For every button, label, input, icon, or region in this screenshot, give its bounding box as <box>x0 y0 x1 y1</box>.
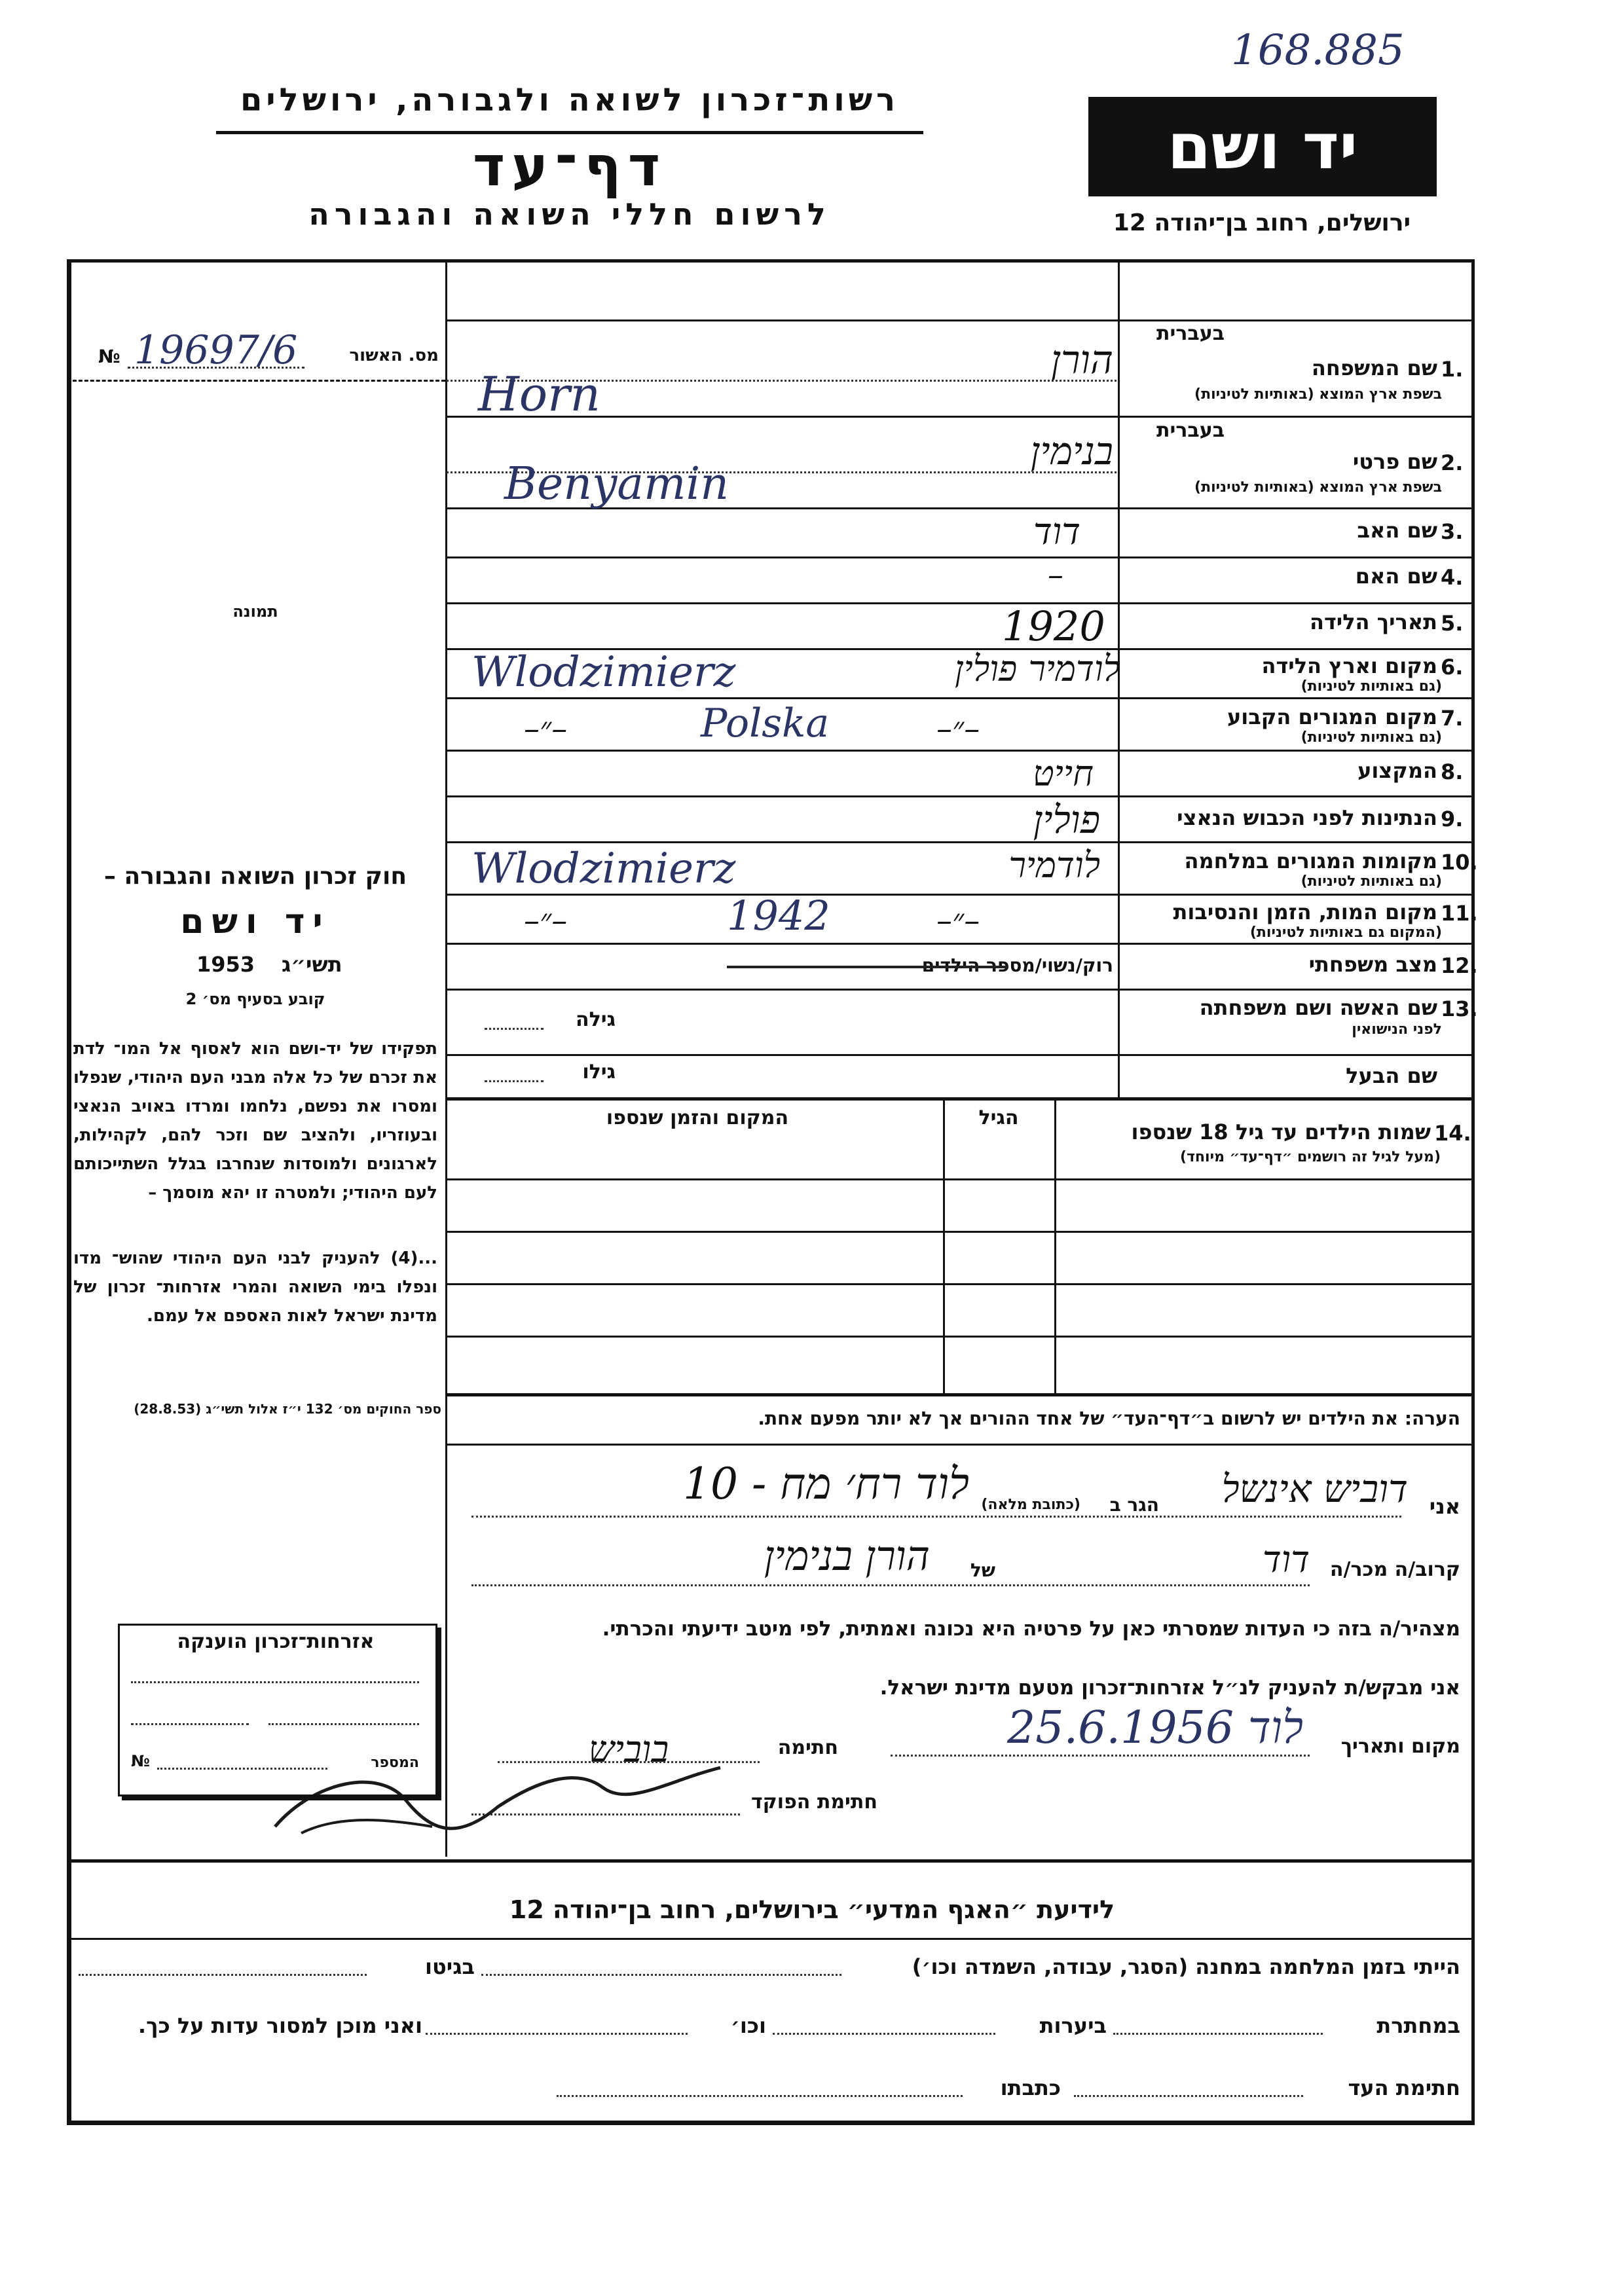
footer-line3-address-fill <box>557 2095 963 2097</box>
row4-bottom <box>445 602 1473 604</box>
decl-of-label: של <box>970 1559 995 1581</box>
f8-value: חייט <box>1033 753 1094 794</box>
f6-value-hebrew: לודמיר פולין <box>954 648 1120 689</box>
f7-value-a: –״– <box>524 710 568 747</box>
law-title: חוק זכרון השואה והגבורה – <box>103 863 407 890</box>
decl-address-line <box>471 1516 1401 1518</box>
decl-statement: מצהיר/ה בזה כי העדות שמסרתי כאן על פרטיה היא נכונה ואמתית, לפי מיטב ידיעתי והכרתי. <box>602 1617 1460 1641</box>
f1-value-hebrew: הורן <box>1050 337 1113 383</box>
f5-value: 1920 <box>1002 602 1105 650</box>
law-year: 1953 <box>196 952 255 977</box>
f3-number: 3. <box>1441 519 1464 544</box>
footer-divider <box>67 1859 1475 1863</box>
f12-strike <box>727 966 1008 968</box>
decl-place-date-label: מקום ותאריך <box>1340 1735 1460 1758</box>
citizenship-no-mark: № <box>131 1752 150 1770</box>
approval-number: 19697/6 <box>134 327 298 373</box>
children-sublabel: (מעל לגיל זה רושמים ״דף־עד״ מיוחד) <box>1179 1149 1441 1165</box>
footer-line3-address: כתבתו <box>1000 2075 1061 2100</box>
f13-age-label: גילה <box>576 1008 616 1031</box>
footer-line2-forests: ביערות <box>1039 2013 1107 2038</box>
archive-number: 168.885 <box>1231 26 1405 75</box>
f12-label: מצב משפחתי <box>1308 952 1437 977</box>
f1-value-latin: Horn <box>478 367 600 422</box>
row3-bottom <box>445 556 1473 558</box>
f11-sublabel: (המקום גם באותיות לטיניות) <box>1249 924 1442 941</box>
footer-title: לידיעת ״האגף המדעי״ בירושלים, רחוב בן־יהודה 12 <box>509 1895 1115 1924</box>
f13-sublabel: לפני הנישואין <box>1352 1021 1442 1038</box>
decl-of-name: הורן בנימין <box>764 1532 930 1580</box>
f5-number: 5. <box>1441 611 1464 636</box>
f6-label: מקום וארץ הלידה <box>1261 653 1437 678</box>
children-age-right <box>1054 1097 1056 1395</box>
children-age-header: הגיל <box>978 1106 1019 1129</box>
form-title: דף־עד <box>472 134 667 198</box>
f13-label: שם האשה ושם משפחתה <box>1199 995 1437 1020</box>
f1-label: שם המשפחה <box>1311 355 1437 380</box>
husband-age-label: גילו <box>582 1061 616 1084</box>
footer-line2-underground-fill <box>1113 2033 1323 2035</box>
decl-name: דוביש אינשל <box>1221 1467 1408 1511</box>
approval-line <box>128 367 304 369</box>
f2-label: שם פרטי <box>1352 449 1437 474</box>
f11-value-b: 1942 <box>727 892 830 939</box>
footer-line1-ghetto-fill <box>79 1974 367 1976</box>
footer-line1-camp-fill <box>481 1974 841 1976</box>
f3-value: דוד <box>1033 511 1080 553</box>
f8-number: 8. <box>1441 759 1464 784</box>
f11-value-a: –״– <box>524 902 568 939</box>
f11-label: מקום המות, הזמן והנסיבות <box>1173 900 1437 924</box>
approval-no-mark: № <box>98 346 120 367</box>
f10-value-latin: Wlodzimierz <box>471 845 736 893</box>
f1-hebrew-tag: בעברית <box>1156 322 1225 345</box>
citizenship-number-label: המספר <box>371 1755 419 1771</box>
f4-label: שם האם <box>1355 564 1437 589</box>
children-row3 <box>445 1283 1473 1285</box>
f7-value-b: Polska <box>701 701 830 746</box>
decl-of-line <box>471 1584 1310 1586</box>
f7-value-c: –״– <box>936 710 980 747</box>
footer-line2-etc-fill <box>426 2033 688 2035</box>
row11-bottom <box>445 943 1473 945</box>
row6-bottom <box>445 697 1473 699</box>
children-row4 <box>445 1336 1473 1338</box>
f6-value-latin: Wlodzimierz <box>471 648 736 697</box>
yad-vashem-logo: יד ושם <box>1088 97 1437 196</box>
decl-relation: דוד <box>1262 1539 1310 1581</box>
footer-line3-witness-sig: חתימת העד <box>1348 2075 1460 2100</box>
footer-line2-etc: וכו׳ <box>730 2013 766 2038</box>
f6-sublabel: (גם באותיות לטיניות) <box>1301 678 1442 695</box>
footer-line3-witness-sig-fill <box>1074 2095 1303 2097</box>
f2-value-hebrew: בנימין <box>1030 429 1113 473</box>
decl-relation-label: קרוב/ה מכר/ה <box>1329 1558 1460 1581</box>
f11-value-c: –״– <box>936 902 980 939</box>
f10-value-hebrew: לודמיר <box>1008 845 1100 886</box>
decl-resides-sub: (כתובת מלאה) <box>981 1497 1080 1513</box>
footer-title-line <box>67 1938 1475 1940</box>
f9-label: הנתינות לפני הכבוש הנאצי <box>1177 805 1437 830</box>
f11-number: 11. <box>1441 901 1478 926</box>
f10-sublabel: (גם באותיות לטיניות) <box>1301 873 1442 890</box>
f9-value: פולין <box>1033 797 1100 842</box>
children-number: 14. <box>1434 1121 1471 1146</box>
law-clause: קובע בסעיף מס׳ 2 <box>185 990 325 1008</box>
citizenship-number-line <box>157 1768 327 1770</box>
children-bottom <box>445 1393 1473 1396</box>
f10-number: 10. <box>1441 850 1478 875</box>
husband-label: שם הבעל <box>1346 1063 1437 1088</box>
footer-line1-camp: הייתי בזמן המלחמה במחנה (הסגר, עבודה, השמדה וכו׳) <box>912 1954 1460 1979</box>
top-blank-row-line <box>445 319 1473 321</box>
f7-label: מקום המגורים הקבוע <box>1227 704 1437 729</box>
f13-number: 13. <box>1441 996 1478 1021</box>
f13-age-line <box>485 1028 544 1030</box>
photo-label: תמונה <box>232 602 278 621</box>
footer-line2-underground: במחתרת <box>1376 2013 1460 2038</box>
decl-official-label: חתימת הפוקד <box>751 1791 877 1813</box>
decl-request: אני מבקש/ת להעניק לנ״ל אזרחות־זכרון מטעם מדינת ישראל. <box>879 1676 1460 1700</box>
f7-number: 7. <box>1441 706 1464 731</box>
row13-bottom <box>445 1054 1473 1056</box>
children-row2 <box>445 1231 1473 1233</box>
f4-number: 4. <box>1441 565 1464 590</box>
note-text: הערה: את הילדים יש לרשום ב״דף־העד״ של אחד ההורים אך לא יותר מפעם אחת. <box>758 1408 1460 1429</box>
f4-value: – <box>1048 556 1063 593</box>
f8-label: המקצוע <box>1357 758 1437 783</box>
decl-address: לוד רח׳ מח - 10 <box>683 1459 969 1509</box>
f2-number: 2. <box>1441 450 1464 475</box>
law-reference: ספר החוקים מס׳ 132 י״ז אלול תשי״ג (28.8.53) <box>134 1401 441 1417</box>
f1-sublabel: בשפת ארץ המוצא (באותיות לטיניות) <box>1194 386 1442 403</box>
children-row1 <box>445 1178 1473 1180</box>
decl-i-label: אני <box>1429 1494 1460 1519</box>
citizenship-line1 <box>131 1681 419 1683</box>
law-logo: יד ושם <box>180 902 331 941</box>
f2-sublabel: בשפת ארץ המוצא (באותיות לטיניות) <box>1194 479 1442 496</box>
citizenship-line2a <box>131 1723 249 1725</box>
f5-label: תאריך הלידה <box>1309 610 1437 634</box>
children-age-left <box>943 1097 945 1395</box>
yad-vashem-address: ירושלים, רחוב בן־יהודה 12 <box>1113 210 1411 236</box>
row-husband-bottom <box>445 1097 1473 1101</box>
authority-name: רשות־זכרון לשואה ולגבורה, ירושלים <box>240 82 900 118</box>
f2-value-latin: Benyamin <box>504 458 729 510</box>
f2-hebrew-tag: בעברית <box>1156 419 1225 442</box>
footer-line2-testimony: ואני מוכן למסור עדות על כך. <box>138 2013 422 2038</box>
footer-line2-forests-fill <box>773 2033 995 2035</box>
row7-bottom <box>445 750 1473 752</box>
f7-sublabel: (גם באותיות לטיניות) <box>1301 729 1442 746</box>
children-label: שמות הילדים עד גיל 18 שנספו <box>1131 1120 1431 1144</box>
row10-bottom <box>445 894 1473 896</box>
left-column-divider <box>445 259 447 1857</box>
decl-resides-label: הגר ב <box>1109 1494 1159 1516</box>
f1-number: 1. <box>1441 357 1464 382</box>
decl-place-date: לוד 25.6.1956 <box>1007 1702 1303 1754</box>
children-place-header: המקום והזמן שנספו <box>606 1106 789 1129</box>
citizenship-line2b <box>268 1723 419 1725</box>
decl-signature: בוביש <box>588 1728 669 1771</box>
form-subtitle: לרשום חללי השואה והגבורה <box>308 196 831 232</box>
f12-number: 12. <box>1441 953 1478 978</box>
photo-box-top <box>67 380 445 382</box>
footer-line1-ghetto: בגיטו <box>425 1954 475 1979</box>
husband-age-line <box>485 1080 544 1082</box>
decl-place-date-line <box>891 1755 1310 1757</box>
f6-number: 6. <box>1441 655 1464 680</box>
f12-options: רוק/נשוי/מספר הילדים <box>921 955 1113 976</box>
f3-label: שם האב <box>1357 518 1437 543</box>
row12-bottom <box>445 989 1473 991</box>
approval-label: מס. האשור <box>349 346 439 365</box>
law-text-continued: ...(4) להעניק לבני העם היהודי שהוש־ מדו ונפלו בימי השואה והמרי אזרחות־ זכרון של מדינת ישראל לאות האספם אל עמם. <box>73 1248 437 1326</box>
f10-label: מקומות המגורים במלחמה <box>1184 848 1437 873</box>
decl-signature-label: חתימה <box>777 1736 838 1759</box>
citizenship-title: אזרחות־זכרון הוענקה <box>177 1630 375 1653</box>
law-hebrew-year: תשי״ג <box>282 952 342 977</box>
f9-number: 9. <box>1441 807 1464 831</box>
law-text: תפקידו של יד-ושם הוא לאסוף אל המו־ לדת את זכרם של כל אלה מבני העם היהודי, שנפלו ומסרו את נפשם, נלחמו ומרדו באויב הנאצי ובעוזריו, ולהציב שם וזכר להם, לקהילות, לארגונים ולמוסדות שנחרבו בגלל השתייכותם לעם היהודי; ולמטרה זו יהא מוסמך – <box>73 1039 437 1203</box>
note-bottom <box>445 1444 1473 1446</box>
